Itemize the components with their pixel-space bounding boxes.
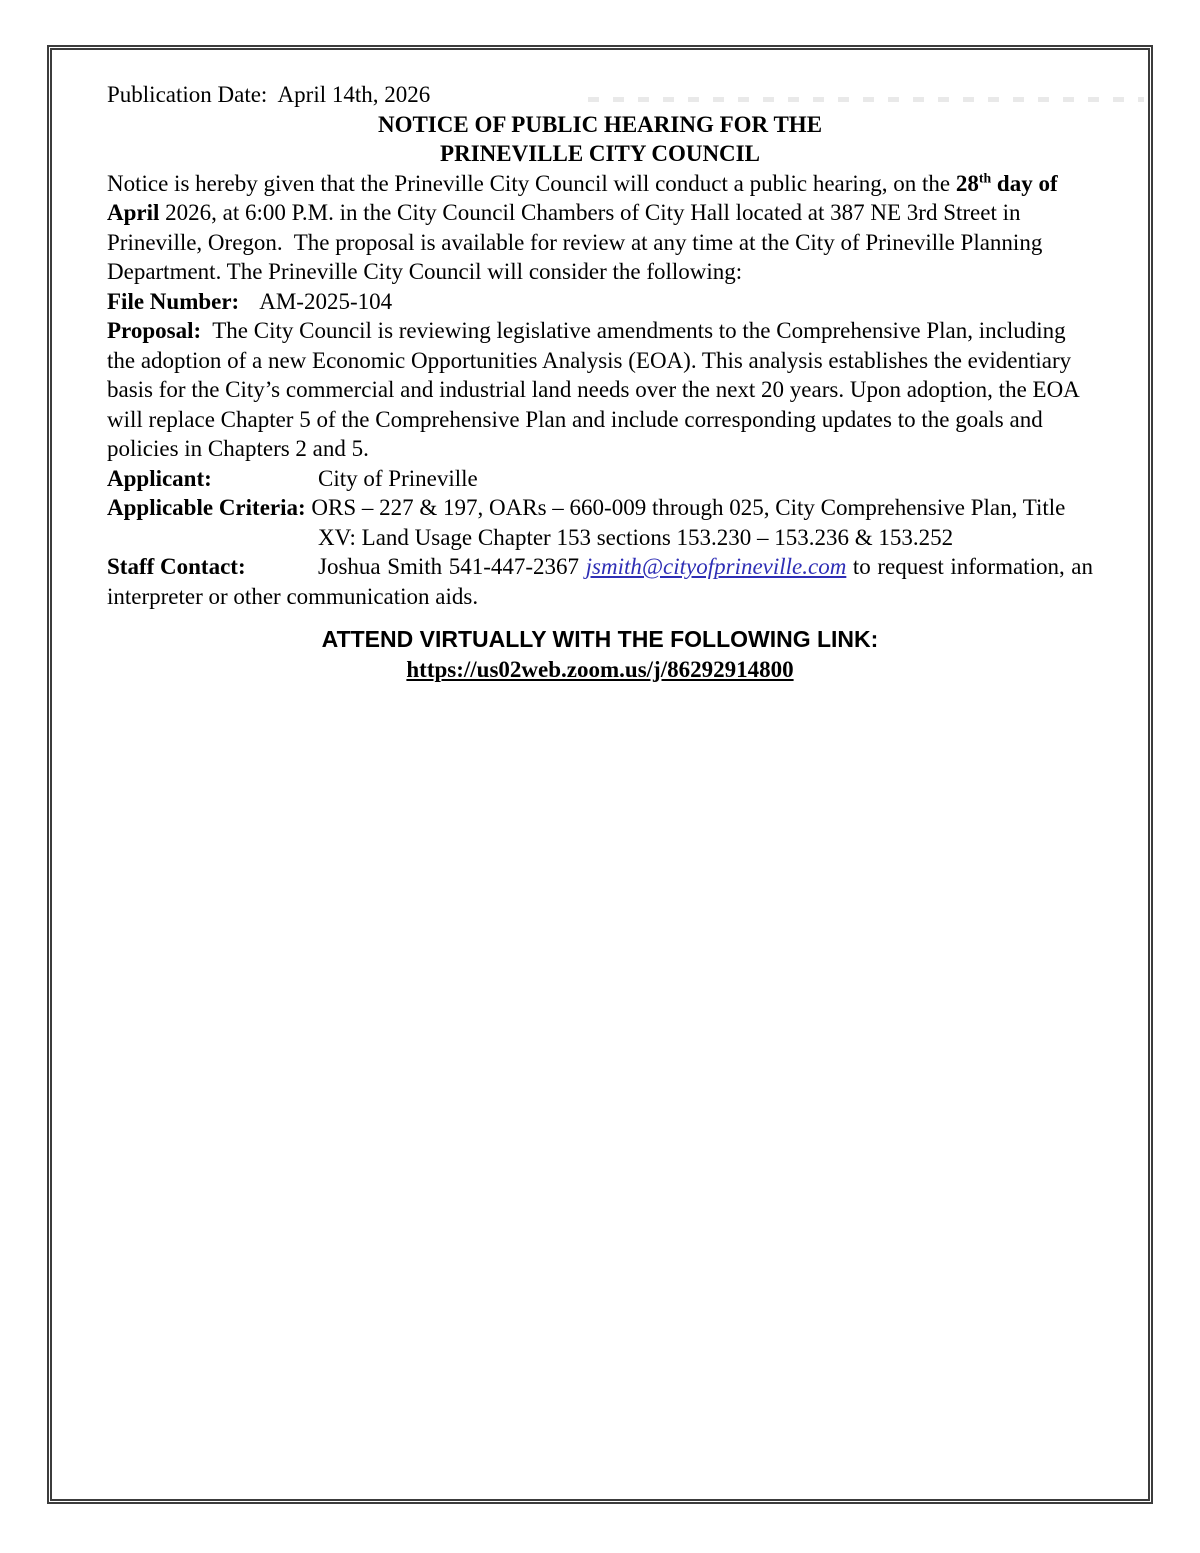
file-number-label: File Number: [107,288,240,314]
intro-paragraph [107,169,1093,287]
applicable-criteria-row [107,493,1093,552]
applicant-row [107,464,1093,494]
publication-date: Publication Date: April 14th, 2026 [107,82,431,107]
hearing-day-ordinal: th [978,169,992,185]
staff-contact-text-rest: to request information, an interpreter or other communication aids. [107,554,1099,609]
applicant-value: City of Prineville [318,465,478,491]
intro-text-rest: 2026, at 6:00 P.M. in the City Council Chambers of City Hall located at 387 NE 3rd Street in Prineville, Oregon. The proposal is available for review at any time at the City of Prineville Planning Department. The Prineville City Council will consider the following: [107,200,1049,284]
applicable-criteria-label: Applicable Criteria: [107,495,306,520]
proposal-text: The City Council is reviewing legislative amendments to the Comprehensive Plan, including the adoption of a new Economic Opportunities Analysis (EOA). This analysis establishes the evidentiary basis for the City’s commercial and industrial land needs over the next 20 years. Upon adoption, the EOA will replace Chapter 5 of the Comprehensive Plan and include corresponding updates to the goals and policies in Chapters 2 and 5. [107,318,1085,461]
attend-block [107,625,1093,684]
applicable-criteria-value: ORS – 227 & 197, OARs – 660-009 through 025, City Comprehensive Plan, Title XV: Land Usage Chapter 153 sections 153.230 – 153.236 & 153.252 [305,495,1072,550]
staff-contact-label: Staff Contact: [107,554,246,579]
attend-link-row [107,655,1093,685]
intro-text: Notice is hereby given that the Prineville City Council will conduct a public hearing, on the [107,170,956,196]
page-content [52,50,1148,1499]
hearing-day: 28 [955,170,979,196]
file-number-value: AM-2025-104 [259,288,393,314]
page-frame [47,45,1153,1504]
file-number-row [107,287,1093,317]
proposal-paragraph [107,316,1093,464]
hearing-day-rest: day of April [107,170,1063,225]
document-title [107,110,1093,169]
staff-contact-paragraph [107,552,1099,611]
email-link[interactable]: jsmith@cityofprineville.com [585,554,847,579]
applicant-label: Applicant: [107,465,212,491]
title-line-1: NOTICE OF PUBLIC HEARING FOR THE [377,111,823,137]
staff-contact-text: Joshua Smith 541-447-2367 [318,554,586,579]
zoom-link[interactable]: https://us02web.zoom.us/j/86292914800 [406,656,794,682]
attend-heading: ATTEND VIRTUALLY WITH THE FOLLOWING LINK: [321,626,879,652]
title-line-2: PRINEVILLE CITY COUNCIL [440,141,760,166]
proposal-label: Proposal: [107,318,202,343]
